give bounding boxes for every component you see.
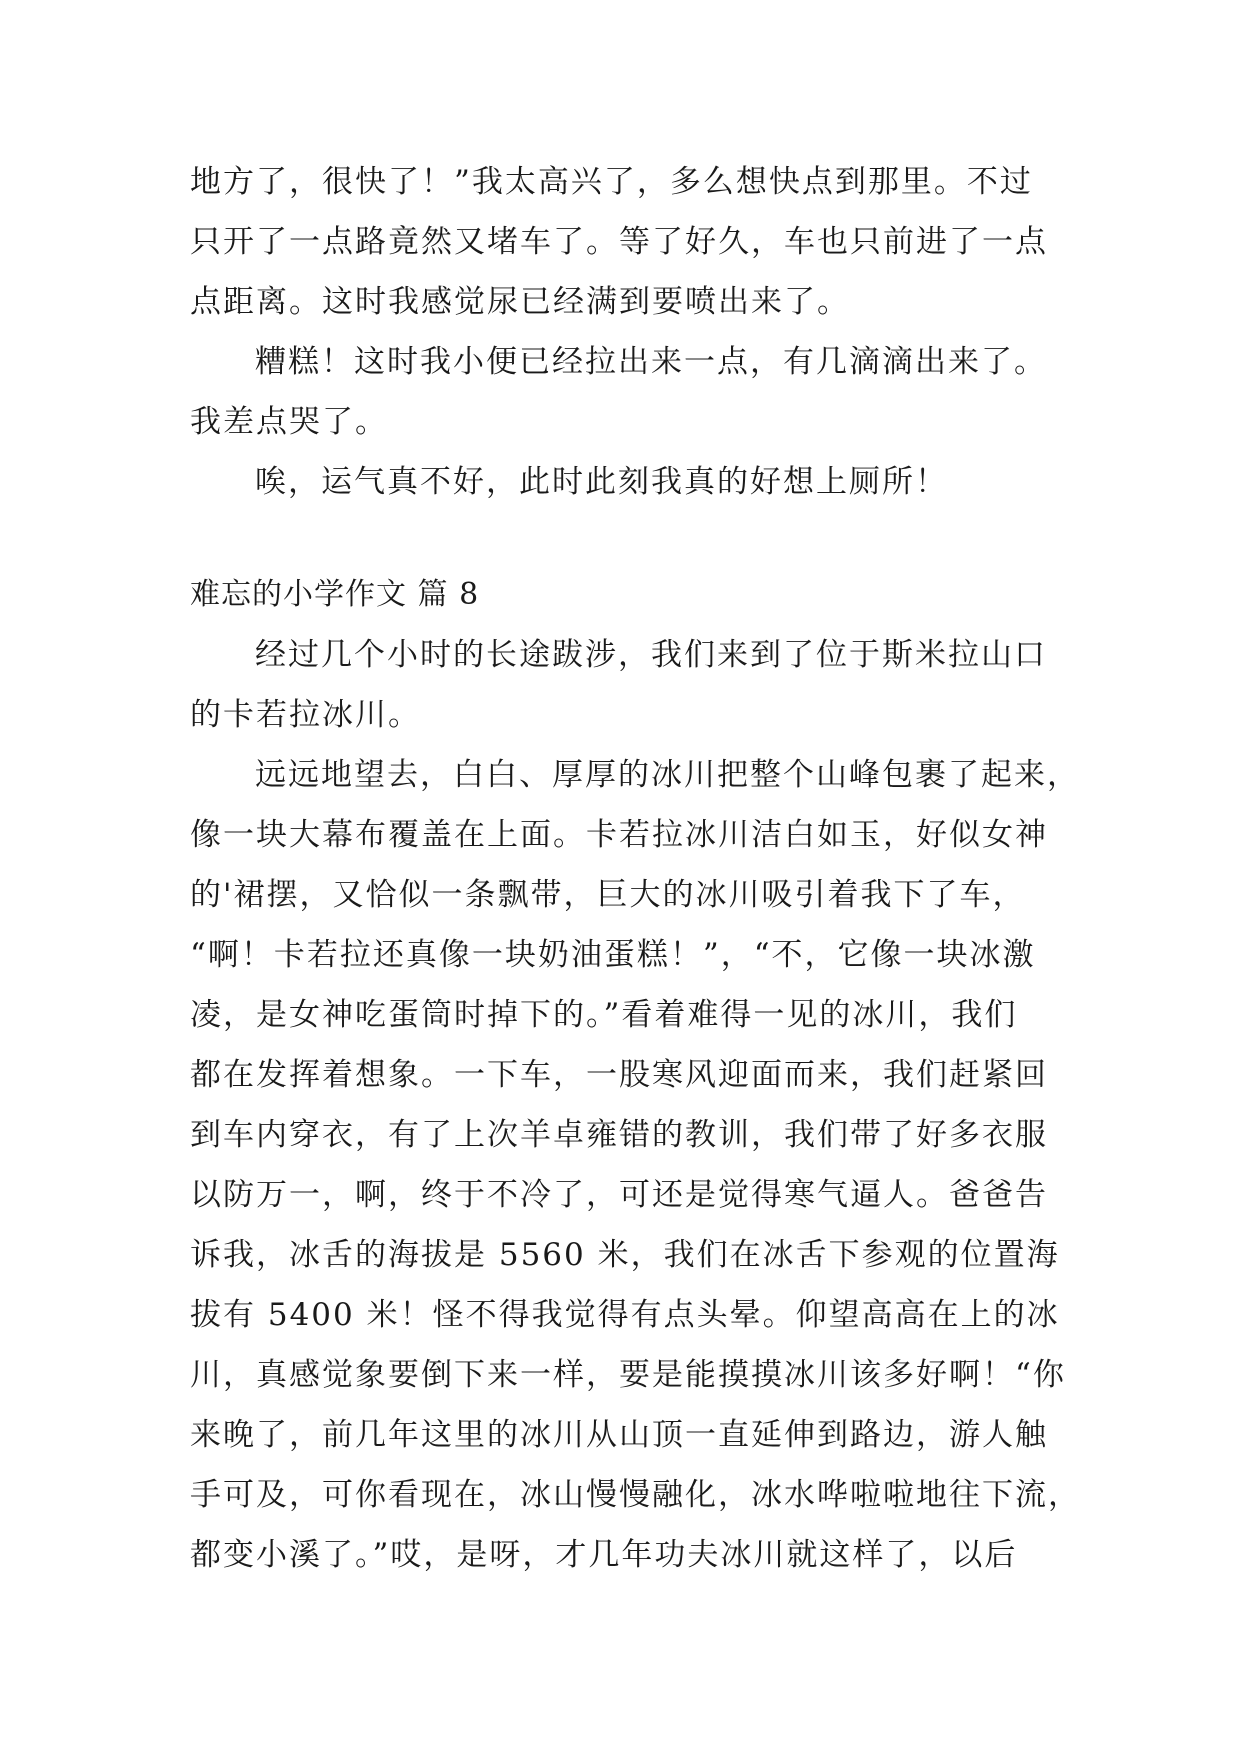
paragraph-line: 唉，运气真不好，此时此刻我真的好想上厕所！ xyxy=(255,464,948,500)
paragraph-line: 经过几个小时的长途跋涉，我们来到了位于斯米拉山口 xyxy=(255,637,1047,673)
paragraph-line: 像一块大幕布覆盖在上面。卡若拉冰川洁白如玉，好似女神 xyxy=(190,817,1048,853)
paragraph-line: 拔有 5400 米！怪不得我觉得有点头晕。仰望高高在上的冰 xyxy=(190,1297,1060,1333)
paragraph-line: 诉我，冰舌的海拔是 5560 米，我们在冰舌下参观的位置海 xyxy=(190,1237,1060,1273)
paragraph-line: 点距离。这时我感觉尿已经满到要喷出来了。 xyxy=(190,284,850,320)
paragraph-line: 的卡若拉冰川。 xyxy=(190,697,421,733)
paragraph-line: 都变小溪了。”哎，是呀，才几年功夫冰川就这样了，以后 xyxy=(190,1537,1018,1573)
paragraph-line: 糟糕！这时我小便已经拉出来一点，有几滴滴出来了。 xyxy=(255,344,1047,380)
paragraph-line: 的'裙摆，又恰似一条飘带，巨大的冰川吸引着我下了车， xyxy=(190,877,1026,913)
paragraph-line: “啊！卡若拉还真像一块奶油蛋糕！”，“不，它像一块冰激 xyxy=(190,937,1036,973)
paragraph-line: 我差点哭了。 xyxy=(190,404,388,440)
paragraph-line: 远远地望去，白白、厚厚的冰川把整个山峰包裹了起来， xyxy=(255,757,1080,793)
paragraph-line: 凌，是女神吃蛋筒时掉下的。”看着难得一见的冰川，我们 xyxy=(190,997,1018,1033)
section-heading: 难忘的小学作文 篇 8 xyxy=(190,577,480,612)
paragraph-line: 只开了一点路竟然又堵车了。等了好久，车也只前进了一点 xyxy=(190,224,1048,260)
paragraph-line: 手可及，可你看现在，冰山慢慢融化，冰水哗啦啦地往下流， xyxy=(190,1477,1081,1513)
paragraph-line: 川，真感觉象要倒下来一样，要是能摸摸冰川该多好啊！“你 xyxy=(190,1357,1066,1393)
paragraph-line: 来晚了，前几年这里的冰川从山顶一直延伸到路边，游人触 xyxy=(190,1417,1048,1453)
paragraph-line: 地方了，很快了！”我太高兴了，多么想快点到那里。不过 xyxy=(190,164,1033,200)
paragraph-line: 到车内穿衣，有了上次羊卓雍错的教训，我们带了好多衣服 xyxy=(190,1117,1048,1153)
paragraph-line: 以防万一，啊，终于不冷了，可还是觉得寒气逼人。爸爸告 xyxy=(190,1177,1048,1213)
paragraph-line: 都在发挥着想象。一下车，一股寒风迎面而来，我们赶紧回 xyxy=(190,1057,1048,1093)
